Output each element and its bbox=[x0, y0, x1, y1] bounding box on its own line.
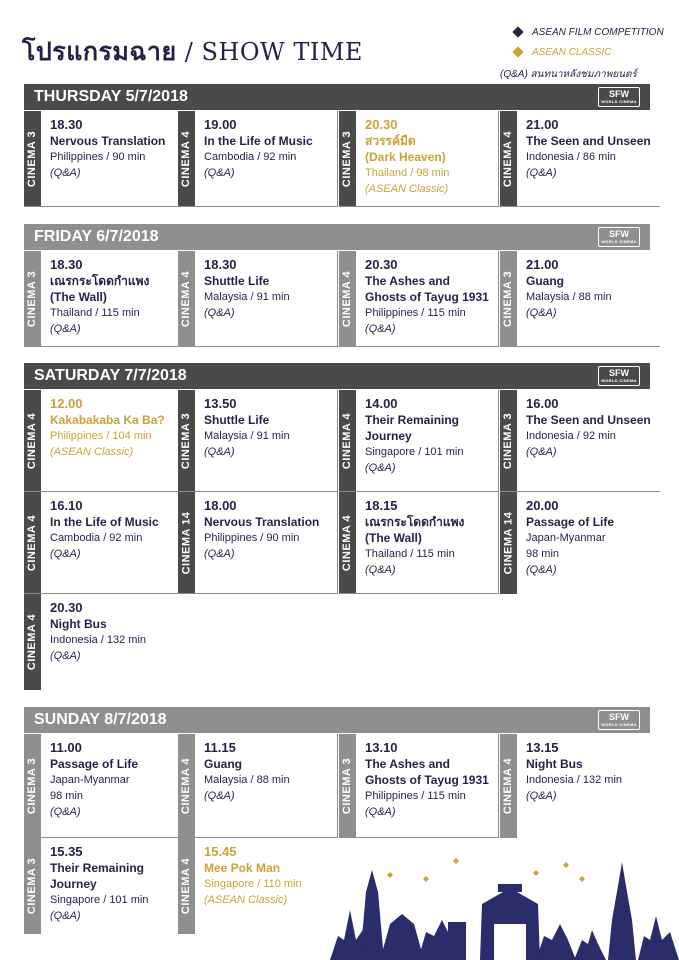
cinema-tab bbox=[178, 390, 195, 491]
film-title: The Seen and Unseen bbox=[526, 413, 651, 427]
cinema-tab bbox=[24, 492, 41, 593]
film-title: Night Bus bbox=[50, 617, 107, 631]
showtime-card[interactable] bbox=[339, 390, 499, 492]
showtime-card[interactable] bbox=[500, 390, 660, 492]
sfw-logo bbox=[598, 87, 640, 107]
cinema-label: CINEMA 4 bbox=[180, 757, 193, 814]
show-time: 11.15 bbox=[204, 740, 236, 755]
showtime-card[interactable] bbox=[339, 734, 499, 838]
cinema-tab bbox=[178, 838, 195, 934]
showtime-card[interactable] bbox=[500, 492, 660, 594]
film-title: Their Remaining Journey bbox=[365, 413, 460, 443]
logo-sub: WORLD CINEMA bbox=[601, 722, 637, 727]
film-meta: Indonesia / 86 min bbox=[526, 151, 616, 163]
film-meta: Singapore / 101 min bbox=[365, 446, 464, 458]
title-thai: โปรแกรมฉาย bbox=[22, 37, 177, 66]
film-title: The Ashes and Ghosts of Tayug 1931 bbox=[365, 757, 489, 787]
film-title: Guang bbox=[526, 274, 564, 288]
showtime-card[interactable] bbox=[178, 390, 338, 492]
legend-competition-label: ASEAN FILM COMPETITION bbox=[532, 26, 664, 38]
cinema-label: CINEMA 3 bbox=[341, 757, 354, 814]
skyline-silhouette bbox=[330, 862, 679, 960]
showtime-card[interactable] bbox=[178, 111, 338, 207]
showtime-info bbox=[50, 734, 183, 820]
showtime-info bbox=[365, 492, 498, 578]
film-note: (Q&A) bbox=[50, 650, 81, 662]
cinema-tab bbox=[24, 390, 41, 491]
logo-main: SFW bbox=[609, 89, 629, 99]
show-time: 13.15 bbox=[526, 740, 559, 755]
show-time: 18.30 bbox=[50, 257, 83, 272]
cinema-tab bbox=[339, 111, 356, 206]
cinema-label: CINEMA 3 bbox=[26, 130, 39, 187]
cinema-label: CINEMA 14 bbox=[502, 511, 515, 575]
cinema-label: CINEMA 4 bbox=[26, 514, 39, 571]
cinema-tab bbox=[500, 390, 517, 491]
cinema-tab bbox=[339, 390, 356, 491]
logo-sub: WORLD CINEMA bbox=[601, 239, 637, 244]
cinema-label: CINEMA 3 bbox=[502, 270, 515, 327]
show-time: 16.00 bbox=[526, 396, 559, 411]
showtime-info bbox=[50, 594, 184, 664]
day-header-friday bbox=[24, 224, 650, 250]
showtime-card[interactable] bbox=[24, 734, 184, 838]
showtime-card[interactable] bbox=[500, 111, 660, 207]
showtime-info bbox=[526, 734, 660, 804]
cinema-label: CINEMA 3 bbox=[26, 270, 39, 327]
showtime-info bbox=[204, 734, 337, 804]
day-header-saturday bbox=[24, 363, 650, 389]
film-title: The Seen and Unseen bbox=[526, 134, 651, 148]
film-note: (Q&A) bbox=[526, 564, 557, 576]
cinema-tab bbox=[178, 251, 195, 346]
film-note: (Q&A) bbox=[526, 446, 557, 458]
logo-main: SFW bbox=[609, 229, 629, 239]
show-time: 19.00 bbox=[204, 117, 237, 132]
sfw-logo bbox=[598, 227, 640, 247]
show-time: 12.00 bbox=[50, 396, 83, 411]
cinema-tab bbox=[24, 594, 41, 690]
cinema-label: CINEMA 4 bbox=[341, 514, 354, 571]
cinema-tab bbox=[24, 111, 41, 206]
show-time: 18.30 bbox=[204, 257, 237, 272]
showtime-info bbox=[365, 390, 498, 476]
cinema-tab bbox=[178, 734, 195, 837]
showtime-card[interactable] bbox=[178, 838, 338, 934]
film-title: สวรรค์มืด (Dark Heaven) bbox=[365, 134, 446, 164]
film-title: Passage of Life bbox=[50, 757, 139, 771]
show-time: 21.00 bbox=[526, 257, 559, 272]
film-meta: Philippines / 90 min bbox=[50, 151, 146, 163]
showtime-info bbox=[50, 111, 183, 181]
showtime-info bbox=[365, 734, 498, 820]
showtime-info bbox=[204, 251, 337, 321]
cinema-label: CINEMA 4 bbox=[26, 412, 39, 469]
film-meta: Philippines / 90 min bbox=[204, 532, 300, 544]
show-time: 20.30 bbox=[365, 257, 398, 272]
cinema-tab bbox=[500, 251, 517, 346]
diamond-icon bbox=[512, 26, 523, 37]
film-title: เณรกระโดดกำแพง (The Wall) bbox=[365, 515, 465, 545]
cinema-tab bbox=[178, 492, 195, 593]
film-note: (Q&A) bbox=[365, 806, 396, 818]
film-meta: Indonesia / 132 min bbox=[526, 774, 623, 786]
cinema-label: CINEMA 4 bbox=[341, 270, 354, 327]
show-time: 11.00 bbox=[50, 740, 82, 755]
day-header-thursday bbox=[24, 84, 650, 110]
film-title: Shuttle Life bbox=[204, 274, 270, 288]
cinema-label: CINEMA 3 bbox=[180, 412, 193, 469]
film-title: เณรกระโดดกำแพง (The Wall) bbox=[50, 274, 150, 304]
show-time: 20.30 bbox=[50, 600, 83, 615]
show-time: 15.35 bbox=[50, 844, 83, 859]
showtime-card[interactable] bbox=[24, 594, 184, 690]
film-note: (Q&A) bbox=[50, 548, 81, 560]
film-meta: Malaysia / 88 min bbox=[526, 291, 612, 303]
film-note: (Q&A) bbox=[50, 167, 81, 179]
film-note: (ASEAN Classic) bbox=[365, 183, 449, 195]
showtime-info bbox=[526, 492, 660, 578]
film-title: Passage of Life bbox=[526, 515, 615, 529]
day-label: FRIDAY 6/7/2018 bbox=[34, 228, 159, 245]
show-time: 14.00 bbox=[365, 396, 398, 411]
showtime-card[interactable] bbox=[24, 111, 184, 207]
showtime-info bbox=[50, 492, 183, 562]
showtime-info bbox=[204, 111, 337, 181]
show-time: 15.45 bbox=[204, 844, 237, 859]
film-meta: Philippines / 115 min bbox=[365, 790, 466, 802]
cinema-tab bbox=[24, 734, 41, 837]
cinema-label: CINEMA 3 bbox=[502, 412, 515, 469]
cinema-tab bbox=[178, 111, 195, 206]
cinema-label: CINEMA 4 bbox=[180, 270, 193, 327]
film-meta: Cambodia / 92 min bbox=[204, 151, 297, 163]
show-time: 20.00 bbox=[526, 498, 559, 513]
film-note: (ASEAN Classic) bbox=[204, 894, 288, 906]
film-meta: Cambodia / 92 min bbox=[50, 532, 143, 544]
show-time: 18.00 bbox=[204, 498, 237, 513]
film-note: (Q&A) bbox=[50, 910, 81, 922]
film-meta: Thailand / 115 min bbox=[50, 307, 140, 319]
cinema-tab bbox=[500, 492, 517, 594]
film-title: Shuttle Life bbox=[204, 413, 270, 427]
cinema-tab bbox=[500, 111, 517, 206]
film-meta: Japan-Myanmar 98 min bbox=[50, 774, 130, 802]
showtime-card[interactable] bbox=[500, 734, 660, 838]
showtime-card[interactable] bbox=[339, 492, 499, 594]
film-meta: Thailand / 115 min bbox=[365, 548, 455, 560]
film-note: (Q&A) bbox=[526, 307, 557, 319]
show-time: 16.10 bbox=[50, 498, 83, 513]
title-separator: / bbox=[184, 38, 194, 66]
logo-sub: WORLD CINEMA bbox=[601, 378, 637, 383]
film-title: Nervous Translation bbox=[50, 134, 166, 148]
logo-main: SFW bbox=[609, 368, 629, 378]
day-label: SUNDAY 8/7/2018 bbox=[34, 711, 167, 728]
film-meta: Indonesia / 132 min bbox=[50, 634, 147, 646]
show-time: 20.30 bbox=[365, 117, 398, 132]
legend-qa bbox=[500, 64, 664, 84]
cinema-label: CINEMA 3 bbox=[341, 130, 354, 187]
cinema-label: CINEMA 4 bbox=[26, 613, 39, 671]
logo-main: SFW bbox=[609, 712, 629, 722]
showtime-info bbox=[526, 251, 660, 321]
legend-qa-label: (Q&A) สนทนาหลังชมภาพยนตร์ bbox=[500, 68, 637, 80]
cinema-tab bbox=[500, 734, 517, 838]
film-title: The Ashes and Ghosts of Tayug 1931 bbox=[365, 274, 489, 304]
film-title: In the Life of Music bbox=[204, 134, 313, 148]
film-title: Their Remaining Journey bbox=[50, 861, 145, 891]
day-label: SATURDAY 7/7/2018 bbox=[34, 367, 187, 384]
film-meta: Malaysia / 91 min bbox=[204, 430, 290, 442]
cinema-label: CINEMA 4 bbox=[502, 130, 515, 187]
cinema-label: CINEMA 4 bbox=[180, 130, 193, 187]
show-time: 21.00 bbox=[526, 117, 559, 132]
showtime-card[interactable] bbox=[178, 734, 338, 838]
showtime-card[interactable] bbox=[24, 390, 184, 492]
cinema-label: CINEMA 4 bbox=[502, 757, 515, 815]
show-time: 18.15 bbox=[365, 498, 398, 513]
legend-classic-label: ASEAN CLASSIC bbox=[532, 46, 612, 58]
logo-sub: WORLD CINEMA bbox=[601, 99, 637, 104]
temple-skyline-illustration bbox=[330, 840, 679, 960]
showtime-card[interactable] bbox=[178, 251, 338, 347]
film-meta: Japan-Myanmar 98 min bbox=[526, 532, 606, 560]
showtime-card[interactable] bbox=[178, 492, 338, 594]
cinema-tab bbox=[24, 251, 41, 346]
cinema-tab bbox=[339, 251, 356, 346]
showtime-info bbox=[526, 390, 660, 460]
film-note: (Q&A) bbox=[365, 323, 396, 335]
sparkle-dots bbox=[387, 858, 585, 882]
showtime-info bbox=[50, 390, 183, 460]
sfw-logo bbox=[598, 366, 640, 386]
film-note: (Q&A) bbox=[50, 323, 81, 335]
legend-competition bbox=[500, 22, 664, 42]
cinema-label: CINEMA 4 bbox=[341, 412, 354, 469]
day-header-sunday bbox=[24, 707, 650, 733]
showtime-info bbox=[365, 111, 498, 197]
film-title: Mee Pok Man bbox=[204, 861, 281, 875]
showtime-card[interactable] bbox=[339, 111, 499, 207]
showtime-info bbox=[50, 251, 183, 337]
film-meta: Indonesia / 92 min bbox=[526, 430, 616, 442]
film-meta: Malaysia / 91 min bbox=[204, 291, 290, 303]
cinema-tab bbox=[339, 492, 356, 593]
film-meta: Singapore / 110 min bbox=[204, 878, 302, 890]
film-meta: Singapore / 101 min bbox=[50, 894, 149, 906]
diamond-icon bbox=[512, 46, 523, 57]
film-note: (Q&A) bbox=[204, 446, 235, 458]
cinema-label: CINEMA 14 bbox=[180, 511, 193, 574]
show-time: 13.50 bbox=[204, 396, 237, 411]
showtime-info bbox=[526, 111, 660, 181]
legend bbox=[500, 22, 664, 84]
film-note: (Q&A) bbox=[526, 790, 557, 802]
legend-classic bbox=[500, 42, 664, 62]
show-time: 18.30 bbox=[50, 117, 83, 132]
film-meta: Malaysia / 88 min bbox=[204, 774, 290, 786]
film-note: (Q&A) bbox=[204, 167, 235, 179]
film-note: (Q&A) bbox=[50, 806, 81, 818]
cinema-tab bbox=[24, 838, 41, 934]
show-time: 13.10 bbox=[365, 740, 398, 755]
showtime-info bbox=[204, 492, 337, 562]
showtime-card[interactable] bbox=[500, 251, 660, 347]
showtime-card[interactable] bbox=[339, 251, 499, 347]
showtime-info bbox=[204, 390, 337, 460]
film-note: (Q&A) bbox=[365, 462, 396, 474]
cinema-tab bbox=[339, 734, 356, 837]
showtime-card[interactable] bbox=[24, 251, 184, 347]
film-note: (Q&A) bbox=[526, 167, 557, 179]
film-title: Guang bbox=[204, 757, 242, 771]
film-note: (ASEAN Classic) bbox=[50, 446, 134, 458]
showtime-info bbox=[50, 838, 183, 924]
film-meta: Philippines / 104 min bbox=[50, 430, 152, 442]
film-meta: Philippines / 115 min bbox=[365, 307, 466, 319]
film-note: (Q&A) bbox=[204, 790, 235, 802]
title-english: SHOW TIME bbox=[201, 38, 363, 66]
day-label: THURSDAY 5/7/2018 bbox=[34, 88, 188, 105]
film-title: In the Life of Music bbox=[50, 515, 159, 529]
film-meta: Thailand / 98 min bbox=[365, 167, 450, 179]
film-note: (Q&A) bbox=[204, 548, 235, 560]
film-note: (Q&A) bbox=[365, 564, 396, 576]
showtime-card[interactable] bbox=[24, 838, 184, 934]
showtime-info bbox=[365, 251, 498, 337]
cinema-label: CINEMA 3 bbox=[26, 857, 39, 915]
film-note: (Q&A) bbox=[204, 307, 235, 319]
film-title: Night Bus bbox=[526, 757, 583, 771]
film-title: Nervous Translation bbox=[204, 515, 320, 529]
sfw-logo bbox=[598, 710, 640, 730]
showtime-info bbox=[204, 838, 338, 908]
cinema-label: CINEMA 4 bbox=[180, 857, 193, 915]
page-title bbox=[22, 32, 363, 72]
film-title: Kakabakaba Ka Ba? bbox=[50, 413, 165, 427]
showtime-card[interactable] bbox=[24, 492, 184, 594]
cinema-label: CINEMA 3 bbox=[26, 757, 39, 814]
